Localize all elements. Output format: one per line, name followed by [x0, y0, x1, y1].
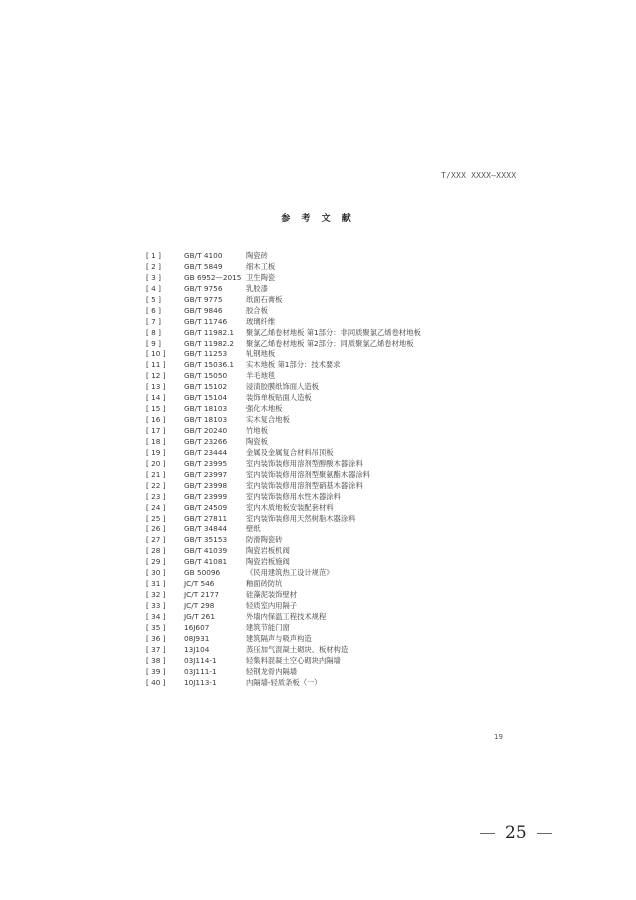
reference-item: [146, 514, 421, 525]
reference-title: 室内装饰装修用溶剂型聚氨酯木器涂料: [246, 469, 371, 479]
reference-number: [ 33 ]: [146, 601, 166, 610]
reference-standard: GB/T 23995: [184, 458, 228, 468]
reference-standard: GB/T 5849: [184, 261, 223, 271]
reference-number: [ 30 ]: [146, 568, 166, 578]
reference-standard: 16J607: [184, 622, 210, 632]
reference-number: [ 12 ]: [146, 371, 166, 381]
reference-title: 室内装饰装修用天然树脂木器涂料: [246, 513, 356, 523]
reference-item: [146, 535, 421, 546]
inner-page-number: 19: [494, 733, 503, 741]
reference-number: [ 10 ]: [146, 349, 166, 359]
reference-item: [146, 273, 421, 284]
reference-standard: GB/T 41039: [184, 546, 228, 556]
reference-item: [146, 568, 421, 579]
reference-number: [ 7 ]: [146, 316, 161, 326]
reference-number: [ 11 ]: [146, 360, 166, 370]
reference-item: [146, 634, 421, 645]
reference-item: [146, 448, 421, 459]
reference-number: [ 17 ]: [146, 426, 166, 435]
reference-item: [146, 459, 421, 470]
reference-standard: JC/T 2177: [184, 590, 220, 600]
reference-standard: GB/T 15104: [184, 393, 228, 403]
reference-number: [ 27 ]: [146, 535, 166, 545]
reference-title: 建筑隔声与吸声构造: [246, 633, 312, 643]
reference-item: [146, 590, 421, 601]
reference-standard: GB/T 11982.1: [184, 327, 235, 337]
reference-number: [ 19 ]: [146, 447, 166, 457]
reference-standard: GB/T 11982.2: [184, 338, 235, 348]
reference-standard: GB/T 15050: [184, 371, 228, 381]
reference-standard: GB/T 41081: [184, 557, 228, 567]
reference-title: 浸渍胶膜纸饰面人造板: [246, 382, 319, 392]
reference-title: 金属及金属复合材料吊顶板: [246, 447, 334, 457]
reference-number: [ 26 ]: [146, 524, 166, 534]
reference-number: [ 25 ]: [146, 513, 166, 523]
reference-number: [ 28 ]: [146, 546, 166, 556]
reference-standard: GB/T 34844: [184, 524, 228, 534]
reference-item: [146, 503, 421, 514]
reference-item: [146, 612, 421, 623]
page-footer: [480, 823, 552, 843]
reference-number: [ 22 ]: [146, 480, 166, 490]
reference-title: 室内装饰装修用溶剂型醇酸木器涂料: [246, 458, 363, 468]
reference-item: [146, 645, 421, 656]
reference-title: 竹地板: [246, 426, 268, 435]
reference-standard: GB/T 18103: [184, 404, 228, 414]
reference-title: 实木复合地板: [246, 415, 290, 425]
reference-title: 室内装饰装修用水性木器涂料: [246, 491, 341, 501]
reference-standard: GB/T 15102: [184, 382, 228, 392]
reference-standard: GB/T 23997: [184, 469, 228, 479]
reference-number: [ 40 ]: [146, 677, 166, 687]
reference-number: [ 37 ]: [146, 644, 166, 654]
reference-title: 聚氯乙烯卷材地板 第2部分：同质聚氯乙烯卷材地板: [246, 338, 414, 348]
reference-title: 轧钢地板: [246, 349, 276, 359]
reference-standard: GB/T 23266: [184, 436, 228, 446]
reference-item: [146, 492, 421, 503]
reference-title: 《民用建筑热工设计规范》: [246, 568, 334, 578]
reference-title: 聚氯乙烯卷材地板 第1部分：非同质聚氯乙烯卷材地板: [246, 327, 421, 337]
reference-title: 实木地板 第1部分：技术要求: [246, 360, 341, 370]
reference-standard: 10J113-1: [184, 677, 217, 687]
reference-standard: GB/T 9846: [184, 305, 223, 315]
reference-title: 陶瓷砖: [246, 251, 268, 260]
reference-item: [146, 667, 421, 678]
reference-number: [ 32 ]: [146, 590, 166, 600]
reference-item: [146, 601, 421, 612]
reference-standard: 08J931: [184, 633, 210, 643]
reference-title: 硅藻泥装饰壁材: [246, 590, 298, 600]
reference-standard: GB/T 23998: [184, 480, 228, 490]
reference-item: [146, 656, 421, 667]
reference-item: [146, 295, 421, 306]
reference-item: [146, 426, 421, 437]
page-number: 25: [505, 823, 527, 843]
reference-title: 室内木质地板安装配套材料: [246, 502, 334, 512]
reference-title: 胶合板: [246, 305, 268, 315]
reference-title: 陶瓷板: [246, 436, 268, 446]
reference-standard: GB 6952—2015: [184, 272, 242, 282]
reference-number: [ 4 ]: [146, 283, 161, 293]
reference-standard: GB/T 35153: [184, 535, 228, 545]
reference-number: [ 31 ]: [146, 579, 166, 589]
reference-title: 防滑陶瓷砖: [246, 535, 283, 545]
reference-item: [146, 328, 421, 339]
reference-standard: GB/T 27811: [184, 513, 228, 523]
reference-number: [ 29 ]: [146, 557, 166, 567]
reference-item: [146, 623, 421, 634]
reference-item: [146, 339, 421, 350]
reference-item: [146, 349, 421, 360]
reference-title: 玻璃纤维: [246, 316, 276, 326]
reference-item: [146, 557, 421, 568]
reference-title: 壁纸: [246, 524, 261, 534]
reference-title: 细木工板: [246, 261, 276, 271]
reference-number: [ 35 ]: [146, 622, 166, 632]
reference-item: [146, 262, 421, 273]
reference-standard: GB/T 24509: [184, 502, 228, 512]
reference-number: [ 2 ]: [146, 261, 161, 271]
reference-title: 建筑节能门窗: [246, 622, 290, 632]
reference-standard: GB/T 4100: [184, 251, 223, 260]
reference-item: [146, 360, 421, 371]
reference-standard: GB/T 11253: [184, 349, 228, 359]
reference-number: [ 1 ]: [146, 251, 161, 260]
reference-title: 外墙内保温工程技术规程: [246, 611, 327, 621]
reference-title: 强化木地板: [246, 404, 283, 414]
reference-item: [146, 371, 421, 382]
reference-item: [146, 481, 421, 492]
reference-standard: GB/T 23444: [184, 447, 228, 457]
reference-title: 轻集料混凝土空心砌块内隔墙: [246, 655, 341, 665]
reference-item: [146, 415, 421, 426]
reference-standard: GB/T 9756: [184, 283, 223, 293]
reference-number: [ 18 ]: [146, 436, 166, 446]
reference-standard: JC/T 298: [184, 601, 215, 610]
reference-number: [ 16 ]: [146, 415, 166, 425]
reference-number: [ 6 ]: [146, 305, 161, 315]
reference-standard: GB/T 11746: [184, 316, 228, 326]
reference-title: 室内装饰装修用溶剂型硝基木器涂料: [246, 480, 363, 490]
reference-standard: 03J111-1: [184, 666, 217, 676]
reference-title: 乳胶漆: [246, 283, 268, 293]
reference-number: [ 13 ]: [146, 382, 166, 392]
reference-item: [146, 546, 421, 557]
document-code: T/XXX XXXX—XXXX: [441, 171, 517, 180]
reference-standard: 13J104: [184, 644, 210, 654]
reference-standard: JG/T 261: [184, 611, 215, 621]
reference-standard: GB/T 9775: [184, 294, 223, 304]
reference-item: [146, 382, 421, 393]
reference-number: [ 39 ]: [146, 666, 166, 676]
reference-item: [146, 470, 421, 481]
reference-standard: GB/T 20240: [184, 426, 228, 435]
reference-number: [ 5 ]: [146, 294, 161, 304]
reference-number: [ 15 ]: [146, 404, 166, 414]
reference-title: 装饰单板贴面人造板: [246, 393, 312, 403]
reference-number: [ 14 ]: [146, 393, 166, 403]
reference-title: 蒸压加气混凝土砌块、板材构造: [246, 644, 349, 654]
reference-standard: JC/T 546: [184, 579, 215, 589]
reference-item: [146, 284, 421, 295]
reference-item: [146, 393, 421, 404]
footer-dash-left: [480, 833, 495, 834]
reference-item: [146, 404, 421, 415]
reference-title: 轻钢龙骨内隔墙: [246, 666, 298, 676]
reference-number: [ 36 ]: [146, 633, 166, 643]
reference-item: [146, 678, 421, 689]
reference-title: 轻质室内用隔子: [246, 601, 298, 610]
reference-item: [146, 251, 421, 262]
reference-number: [ 9 ]: [146, 338, 161, 348]
reference-number: [ 8 ]: [146, 327, 161, 337]
reference-standard: GB/T 15036.1: [184, 360, 235, 370]
footer-dash-right: [537, 833, 552, 834]
reference-list: [146, 251, 421, 689]
reference-number: [ 20 ]: [146, 458, 166, 468]
reference-standard: 03J114-1: [184, 655, 217, 665]
reference-standard: GB 50096: [184, 568, 221, 578]
reference-number: [ 24 ]: [146, 502, 166, 512]
references-title: 参 考 文 献: [281, 214, 355, 224]
reference-item: [146, 579, 421, 590]
reference-title: 卫生陶瓷: [246, 272, 276, 282]
reference-number: [ 21 ]: [146, 469, 166, 479]
reference-item: [146, 437, 421, 448]
reference-title: 纸面石膏板: [246, 294, 283, 304]
reference-title: 釉面砖防坑: [246, 579, 283, 589]
reference-standard: GB/T 18103: [184, 415, 228, 425]
reference-number: [ 38 ]: [146, 655, 166, 665]
reference-title: 内隔墙-轻质条板（一）: [246, 677, 322, 687]
reference-title: 羊毛地毯: [246, 371, 276, 381]
reference-item: [146, 317, 421, 328]
reference-number: [ 23 ]: [146, 491, 166, 501]
reference-number: [ 34 ]: [146, 611, 166, 621]
reference-standard: GB/T 23999: [184, 491, 228, 501]
reference-number: [ 3 ]: [146, 272, 161, 282]
reference-title: 陶瓷岩板机阀: [246, 546, 290, 556]
reference-title: 陶瓷岩板施阀: [246, 557, 290, 567]
reference-item: [146, 524, 421, 535]
reference-item: [146, 306, 421, 317]
